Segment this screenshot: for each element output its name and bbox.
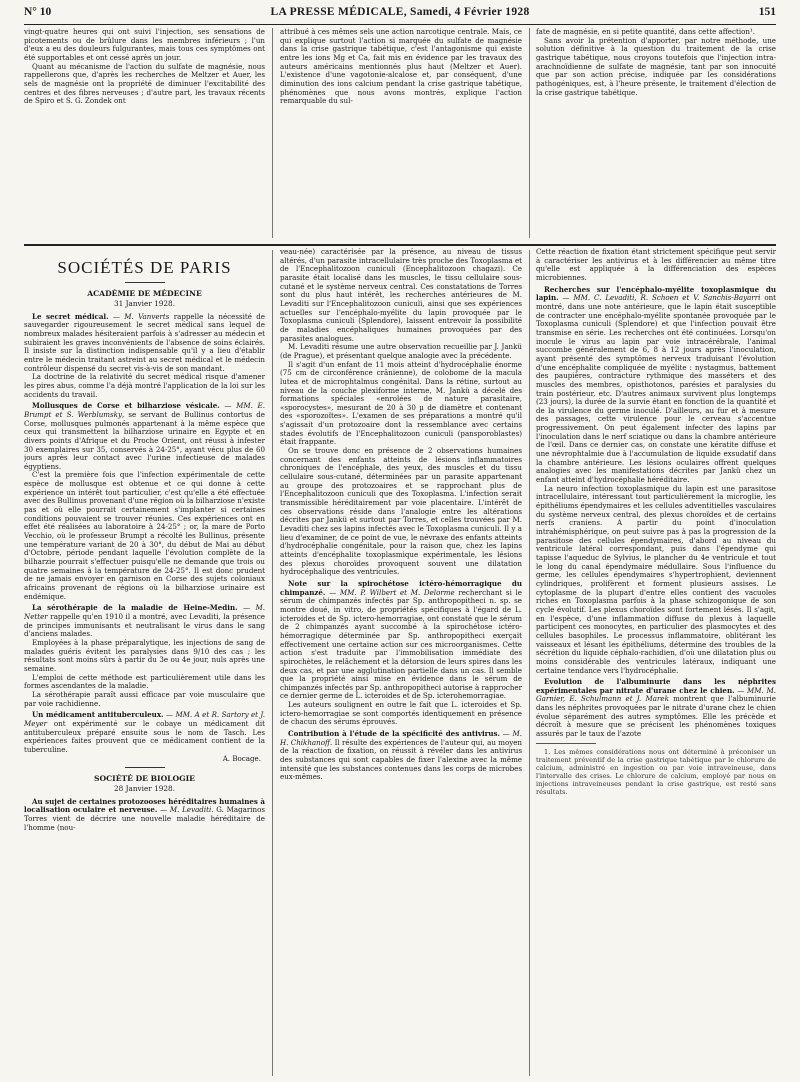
article-encephalo-myelite: Recherches sur l'encéphalo-myélite toxoplasmique du lapin. — MM. C. Levaditi, R. Schoen et V. Sanchis-Bayarri ont montré, dans une note antérieure, que le lapin était susceptible de contracter une encéphalo-myélite spontanée provoquée par le Toxoplasma cuniculi (Splendore) et que l'infection pouvait être transmise en série. Les recherches ont été continuées. Lorsqu'on inocule le virus au lapin par voie intracérébrale, l'animal succombe généralement de 6, 8 à 12 jours après l'inoculation, ayant présenté des symptômes nerveux traduisant l'évolution d'une encéphalite compliquée de myélite : nystagmus, battement des paupières, contracture rythmique des masséters et des muscles des membres, opisthotonos, parésies et paralysies du train postérieur, etc. D'autres animaux survivent plus longtemps (23 jours), la durée de la survie étant en fonction de la quantité et de la virulence du germe inoculé. D'ailleurs, au fur et à mesure des passages, cette virulence pour le cerveau s'accentue progressivement. On peut également infecter des lapins par l'inoculation dans le nerf sciatique ou dans la chambre antérieure de l'œil. Dans ce dernier cas, on constate une kératite diffuse et une névrophtalmie due à l'accumulation de liquide exsudatif dans la chambre antérieure. Les lésions oculaires offrent quelques analogies avec les manifestations décrites par Jankü chez un enfant atteint d'hydrocéphalie héréditaire. <box>536 284 776 485</box>
header-rule <box>24 24 776 25</box>
paragraph: La neuro infection toxoplasmique du lapin est une parasitose intracellulaire, intéressant tout particulièrement la microglie, les épithéliums épendymaires et les cellules adventitielles vasculaires du système nerveux central, des plexus choroïdes et de certains nerfs craniens. A partir du point d'inoculation intrahémisphérique, on peut suivre pas à pas la progression de la parasitose des cellules épendymaires, d'abord au niveau du ventricule latéral correspondant, puis dans l'épendyme qui tapisse l'aqueduc de Sylvius, le plancher du 4e ventricule et tout le long du canal épendymaire médullaire. Sous l'influence du germe, les cellules épendymaires s'hypertrophient, deviennent cylindriques, prolifèrent et forment plusieurs assises. Le cytoplasme de la plupart d'entre elles contient des vacuoles riches en Toxoplasma parfois à la phase schizogonique de son cycle évolutif. Les plexus choroïdes sont fortement lésés. Il s'agit, en l'espèce, d'une inflammation diffuse du plexus à laquelle participent ces monocytes, en particulier des plasmocytes et des cellules basophiles. Le processus inflammatoire, oblitérant les vaisseaux et lésant les épithéliums, détermine des troubles de la sécrétion du liquide céphalo-rachidien, d'où une dilatation plus ou moins considérable des ventricules latéraux, indiquant une certaine tendance vers l'hydrocéphalie. <box>536 483 776 675</box>
paragraph: M. Levaditi résume une autre observation recueillie par J. Jankü (de Prague), et présentant quelque analogie avec la précédente. <box>280 342 522 360</box>
article-mollusques: Mollusques de Corse et bilharziose vésicale. — MM. E. Brumpt et S. Werblumsky, se servant de Bullinus contortus de Corse, mollusques pulmonés appartenant à la même espèce que ceux qui transmettent la bilharziose urinaire en Egypte et en divers points d'Afrique et du Proche Orient, ont réussi à infester 30 exemplaires sur 35, conservés à 24-25°, ayant vécu plus de 60 jours après leur contact avec l'urine infectieuse de malades égyptiens. <box>24 401 265 471</box>
paragraph: Les auteurs soulignent en outre le fait que L. icteroides et Sp. ictero-hemorragiae se sont comportés identiquement en présence de chacun des sérums éprouvés. <box>280 700 522 727</box>
paragraph: La doctrine de la relativité du secret médical risque d'amener les pires abus, comme l'a déjà montré l'application de la loi sur les accidents du travail. <box>24 372 265 399</box>
top-c3-para-2: Sans avoir la prétention d'apporter, par notre méthode, une solution définitive à la question du traitement de la crise gastrique tabétique, nous croyons toutefois que l'injection intra-arachnoïdienne de sulfate de magnésie, tant par son innocuité que par son action précise, indiquée par les considérations pathogéniques, est, à l'heure présente, le traitement d'élection de la crise gastrique tabétique. <box>536 35 776 97</box>
paragraph: C'est la première fois que l'infection expérimentale de cette espèce de mollusque est obtenue et ce qui donne à cette expérience un intérêt tout particulier, c'est qu'elle a été effectuée avec des Bullinus provenant d'une région où la bilharziose n'existe pas et où elle pourrait certainement s'implanter si certaines conditions pouvaient se trouver réunies. Ces expériences ont en effet été réalisées au laboratoire à 24-25° ; or, la mare de Porto Vecchio, où le professeur Brumpt a récolté les Bullinus, présente une température variant de 20 à 30°, du début de Mai au début d'Octobre, période pendant laquelle l'évolution complète de la bilharzie pourrait s'effectuer puisqu'elle ne demande que trois ou quatre semaines à la température de 24-25°. Il est donc prudent de ne jamais envoyer en garnison en Corse des sujets coloniaux africains provenant de régions où la bilharziose urinaire est endémique. <box>24 470 265 601</box>
top-column-3 <box>536 28 776 238</box>
left-column <box>24 248 265 1078</box>
title-rule <box>125 767 165 768</box>
article-antituberculeux: Un médicament antituberculeux. — MM. A et R. Sartory et J. Meyer ont expérimenté sur le cobaye un médicament dit antituberculeux préparé ensuite sous le nom de Tasch. Les expériences faites prouvent que ce médicament contient de la tuberculine. <box>24 710 265 754</box>
biology-date: 28 Janvier 1928. <box>113 784 176 794</box>
section-title: SOCIÉTÉS DE PARIS <box>57 258 232 277</box>
top-c1-para-2: Quant au mécanisme de l'action du sulfate de magnésie, nous rappellerons que, d'après les recherches de Meltzer et Auer, les sels de magnésie ont la propriété de diminuer l'excitabilité des centres et des fibres nerveuses ; d'autre part, les travaux récents de Spiro et S. G. Zondek ont <box>24 61 265 106</box>
newspaper-page <box>24 0 776 1082</box>
article-spirochetose: Note sur la spirochétose ictéro-hémorragique du chimpanzé. — MM. P. Wilbert et M. Delorme recherchant si le sérum de chimpanzés infectés par Sp. anthropopitheci n. sp. se montre doué, in vitro, de propriétés spécifiques à l'égard de L. icteroides et de Sp. ictero-hemorragiae, ont constaté que le sérum de 2 chimpanzés ayant succombé à la spirochétose ictéro-hémorragique déterminée par Sp. anthropopitheci exerçait effectivement une certaine action sur ces microorganismes. Cette action s'est traduite par l'immobilisation immédiate des spirochètes, le relâchement et la détorsion de leurs spires dans les deux cas, et par une agglutination partielle dans un cas. Il semble que la propriété ainsi mise en évidence dans le sérum de chimpanzés infectés par Sp. anthropopitheci autorise à rapprocher ce dernier germe de L. icteroides et de Sp. icterohemorragiae. <box>280 578 522 701</box>
top-c1-para-1: vingt-quatre heures qui ont suivi l'injection, ses sensations de picotements ou de brûlure dans les membres inférieurs ; l'un d'eux a eu des douleurs fulgurantes, mais tous ces symptômes ont été supportables et ont cessé après un jour. <box>24 28 265 62</box>
running-head <box>24 6 776 22</box>
paragraph: L'emploi de cette méthode est particulièrement utile dans les formes ascendantes de la maladie. <box>24 672 265 691</box>
paragraph: Employées à la phase préparalytique, les injections de sang de malades guéris évitent les paralysies dans 9/10 des cas ; les résultats sont moins sûrs à partir du 3e ou 4e jour, nuls après une semaine. <box>24 637 265 673</box>
paragraph: veau-née) caractérisée par la présence, au niveau de tissus altérés, d'un parasite intracellulaire très proche des Toxoplasma et de l'Encephalitozoon cuniculi (Encephalitozoon chagazi). Ce parasite était localisé dans les muscles, le tissu cellulaire sous-cutané et le système nerveux central. Ces constatations de Torres sont du plus haut intérêt, les recherches antérieures de M. Levaditi sur l'Encephalitozoon cuniculi, ainsi que ses expériences actuelles sur l'encéphalo-myélite du lapin provoquée par le Toxoplasma cuniculi (Splendore), laissent entrevoir la possibilité de maladies encéphaliques humaines provoquées par des parasites analogues. <box>280 248 522 343</box>
biology-heading: SOCIÉTÉ DE BIOLOGIE <box>94 774 195 784</box>
top-column-2 <box>280 28 522 238</box>
column-separator <box>272 28 273 238</box>
column-separator <box>529 250 530 1076</box>
academy-heading: ACADÉMIE DE MÉDECINE <box>87 289 202 298</box>
paragraph: On se trouve donc en présence de 2 observations humaines concernant des enfants atteints de lésions inflammatoires chroniques de l'encéphale, des yeux, des muscles et du tissu cellulaire sous-cutané, déterminées par un parasite appartenant au groupe des protozoaires et se rapprochant plus de l'Encephalitozoon cuniculi que des Toxoplasma. L'infection serait transmissible héréditairement par voie placentaire. L'intérêt de ces observations réside dans l'analogie entre les altérations décrites par Jankü et surtout par Torres, et celles trouvées par M. Levaditi chez ses lapins infectés avec le Toxoplasma cuniculi. Il y a lieu d'examiner, de ce point de vue, le névraxe des enfants atteints d'hydrocéphalie congénitale, pour la raison que, chez les lapins atteints d'encéphalite toxoplasmique expérimentale, les lésions des plexus choroïdes provoquent souvent une dilatation hydrocéphalique des ventricules. <box>280 446 522 577</box>
footnote-rule <box>536 743 596 744</box>
page-number: 151 <box>758 6 776 18</box>
article-secret-medical: Le secret médical. — M. Vanverts rappelle la nécessité de sauvegarder rigoureusement le secret médical sans lequel de nombreux malades hésiteraient parfois à s'adresser au médecin et subiraient les graves inconvénients de l'absence de soins éclairés. Il insiste sur la distinction indispensable qu'il y a lieu d'établir entre le médecin traitant astreint au secret médical et le médecin contrôleur dispensé du secret vis-à-vis de son mandant. <box>24 311 265 373</box>
top-column-1 <box>24 28 265 238</box>
issue-number: N° 10 <box>24 6 52 18</box>
article-serotherapie: La sérothérapie de la maladie de Heine-Medin. — M. Netter rappelle qu'en 1910 il a montré, avec Levaditi, la présence de principes immunisants et neutralisant le virus dans le sang d'anciens malades. <box>24 603 265 639</box>
article-protozooses: Au sujet de certaines protozooses héréditaires humaines à localisation oculaire et nerveuse. — M. Levaditi. G. Magarinos Torres vient de décrire une nouvelle maladie héréditaire de l'homme (nou- <box>24 796 265 832</box>
journal-title: LA PRESSE MÉDICALE, Samedi, 4 Février 1928 <box>270 6 530 18</box>
signature: A. Bocage. <box>222 754 261 764</box>
paragraph: Il s'agit d'un enfant de 11 mois atteint d'hydrocéphalie énorme (75 cm de circonférence crânienne), de colobome de la macula lutea et de microphtalmus congénital. Dans la rétine, surtout au niveau de la couche plexiforme interne, M. Jankü a décelé des formations spéciales «enrolées de nature parasitaire, «sporocystes», mesurant de 20 à 30 µ de diamètre et contenant des «sporozoïtes». L'examen de ses préparations a montré qu'il s'agissait d'un protozoaire dont la ressemblance avec certains stades évolutifs de l'Encephalitozoon cuniculi (pansporoblastes) était frappante. <box>280 359 522 447</box>
section-rule <box>24 244 776 246</box>
top-c3-para-1: fate de magnésie, en si petite quantité, dans cette affection¹. <box>536 28 756 36</box>
right-column <box>536 248 776 1078</box>
article-antivirus: Contribution à l'étude de la spécificité des antivirus. — M. H. Chikhanoff. Il résulte des expériences de l'auteur qui, au moyen de la réaction de fixation, on réussit à révéler dans les antivirus des substances qui sont capables de fixer l'alexine avec la même intensité que les substances contenues dans les corps de microbes eux-mêmes. <box>280 729 522 782</box>
paragraph: Cette réaction de fixation étant strictement spécifique peut servir à caractériser les antivirus et à les différencier au même titre qu'elle est appliquée à la différenciation des espèces microbiennes. <box>536 248 776 282</box>
middle-column <box>280 248 522 1078</box>
title-rule <box>125 282 165 283</box>
column-separator <box>272 250 273 1076</box>
column-separator <box>529 28 530 238</box>
footnote: 1. Les mêmes considérations nous ont déterminé à préconiser un traitement préventif de la crise gastrique tabétique par le chlorure de calcium, administré en ingestion ou par voie intraveineuse, dans l'intervalle des crises. Le chlorure de calcium, employé par nous en injections intraveineuses pendant la crise gastrique, est resté sans résultats. <box>536 747 776 796</box>
paragraph: La sérothérapie paraît aussi efficace par voie musculaire que par voie rachidienne. <box>24 689 265 708</box>
academy-date: 31 Janvier 1928. <box>113 299 176 308</box>
top-c2-para: attribué à ces mêmes sels une action narcotique centrale. Mais, ce qui explique surtout l'action si marquée du sulfate de magnésie dans la crise gastrique tabétique, c'est l'antagonisme qui existe entre les ions Mg et Ca, fait mis en évidence par les travaux des auteurs américains mentionnés plus haut (Meltzer et Auer). L'existence d'une vagotonie-alcalose et, par conséquent, d'une diminution des ions calcium pendant la crise gastrique tabétique, phénomènes que nous avons montrés, explique l'action remarquable du sul- <box>280 28 522 106</box>
article-albuminurie: Evolution de l'albuminurie dans les néphrites expérimentales par nitrate d'urane chez le chien. — MM. M. Garnier, E. Schulmann et J. Marek montrent que l'albuminurie dans les néphrites provoquées par le nitrate d'urane chez le chien évolue séparément des autres symptômes. Elle les précède et décroît à mesure que se précisent les phénomènes toxiques assurés par le taux de l'azote <box>536 677 776 739</box>
